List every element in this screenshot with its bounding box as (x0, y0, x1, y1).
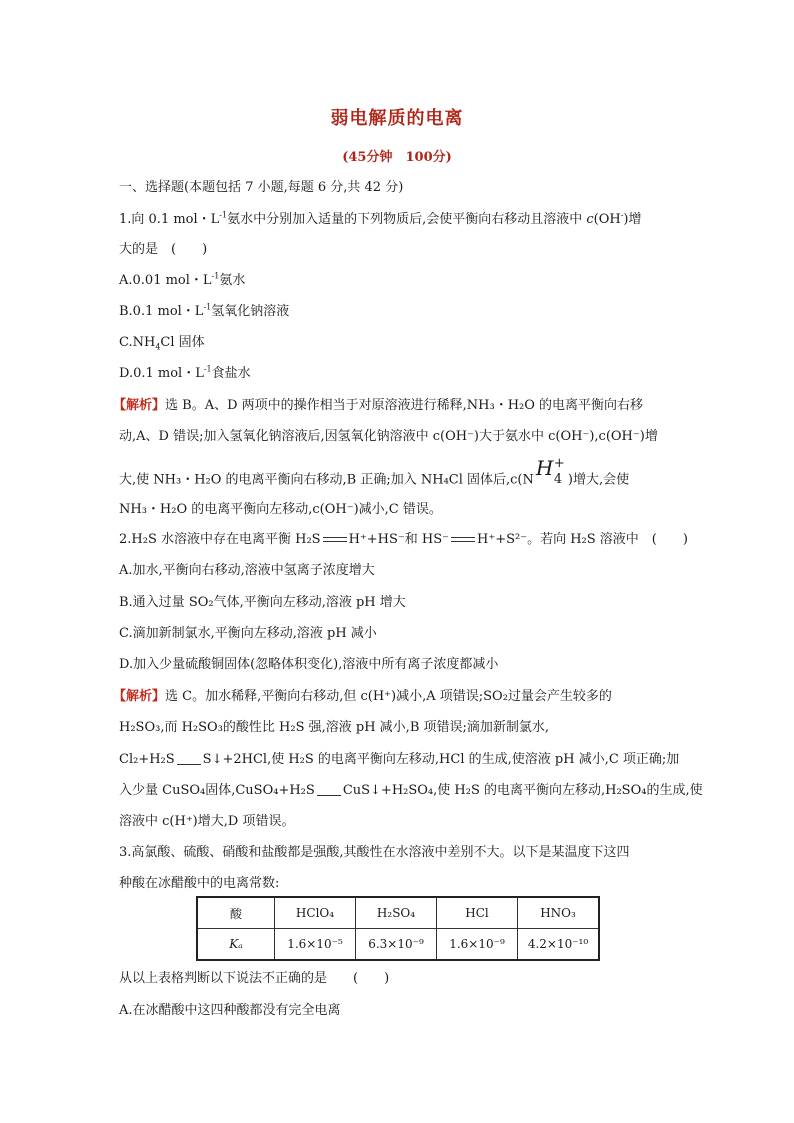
q1-stem-line1: 1.向 0.1 mol・$L^{-1}$氨水中分别加入适量的下列物质后,会使平衡向右移动且溶液中 c(OH-)增 (119, 210, 642, 227)
q2-option-a: A.加水,平衡向右移动,溶液中氢离子浓度增大 (119, 563, 375, 578)
q1-option-d: D.0.1 mol・$L^{-1}$食盐水 (119, 364, 251, 381)
table-cell: 6.3×10⁻⁹ (356, 929, 437, 961)
table-cell: Kₐ (197, 929, 275, 961)
table-header-row (197, 897, 599, 929)
analysis-tag: 【解析】 (113, 689, 166, 704)
q1-option-b: B.0.1 mol・$L^{-1}$氢氧化钠溶液 (119, 302, 290, 319)
q3-stem-line1: 3.高氯酸、硫酸、硝酸和盐酸都是强酸,其酸性在水溶液中差别不大。以下是某温度下这四 (119, 845, 630, 860)
table-cell: HNO₃ (518, 897, 600, 929)
q1-option-a: A.0.01 mol・$L^{-1}$氨水 (119, 271, 246, 288)
table-cell: HClO₄ (275, 897, 356, 929)
q1-stem-line2: 大的是 ( ) (119, 242, 208, 257)
q1-option-c: $C.NH_4Cl$ 固体 (119, 335, 205, 352)
equals-sign (317, 786, 341, 796)
reversible-arrow (323, 535, 347, 545)
q3-stem-line2: 种酸在冰醋酸中的电离常数: (119, 876, 280, 891)
table-cell: 酸 (197, 897, 275, 929)
table-cell: 1.6×10⁻⁵ (275, 929, 356, 961)
q2-option-b: B.通入过量 SO₂气体,平衡向左移动,溶液 pH 增大 (119, 595, 406, 610)
dissociation-constant-table (196, 896, 600, 961)
table-cell: HCl (437, 897, 518, 929)
q2-option-d: D.加入少量硫酸铜固体(忽略体积变化),溶液中所有离子浓度都减小 (119, 657, 499, 672)
q2-analysis-line4: 入少量 CuSO₄固体,CuSO₄+H₂S CuS↓+H₂SO₄,使 H₂S 的电离平衡向左移动,H₂SO₄的生成,使 (119, 783, 703, 798)
analysis-tag: 【解析】 (113, 398, 166, 413)
page-subtitle: (45分钟 100分) (342, 150, 452, 165)
q2-analysis-line2: H₂SO₃,而 H₂SO₃的酸性比 H₂S 强,溶液 pH 减小,B 项错误;滴加新制氯水, (119, 720, 550, 735)
q2-analysis-line3: Cl₂+H₂S S↓+2HCl,使 H₂S 的电离平衡向左移动,HCl 的生成,使溶液 pH 减小,C 项正确;加 (119, 752, 680, 767)
q1-analysis-line2: 动,A、D 错误;加入氢氧化钠溶液后,因氢氧化钠溶液中 c(OH⁻)大于氨水中 c(OH⁻),c(OH⁻)增 (119, 429, 658, 444)
reversible-arrow (451, 535, 475, 545)
table-cell: 1.6×10⁻⁹ (437, 929, 518, 961)
table-row (197, 929, 599, 961)
table-cell: H₂SO₄ (356, 897, 437, 929)
q3-question: 从以上表格判断以下说法不正确的是 ( ) (119, 971, 390, 986)
section-heading: 一、选择题(本题包括 7 小题,每题 6 分,共 42 分) (119, 180, 404, 195)
q2-analysis-line1: 【解析】选 C。加水稀释,平衡向右移动,但 c(H⁺)减小,A 项错误;SO₂过量会产生较多的 (113, 689, 612, 704)
q2-stem: 2.H₂S 水溶液中存在电离平衡 H₂S H⁺+HS⁻和 HS⁻ H⁺+S²⁻。若向 H₂S 溶液中 ( ) (119, 532, 688, 547)
page-title: 弱电解质的电离 (330, 108, 464, 129)
q2-option-c: C.滴加新制氯水,平衡向左移动,溶液 pH 减小 (119, 626, 377, 641)
table-cell: 4.2×10⁻¹⁰ (518, 929, 600, 961)
q1-analysis-line1: 【解析】选 B。A、D 两项中的操作相当于对原溶液进行稀释,NH₃・H₂O 的电离平衡向右移 (113, 398, 644, 413)
q1-analysis-line3: 大,使 NH₃・H₂O 的电离平衡向右移动,B 正确;加入 NH₄Cl 固体后,c(N H + 4 )增大,会使 (119, 470, 629, 491)
nh4-fraction: H + 4 (535, 456, 565, 487)
equals-sign (177, 755, 201, 765)
q3-option-a: A.在冰醋酸中这四种酸都没有完全电离 (119, 1003, 341, 1018)
q2-analysis-line5: 溶液中 c(H⁺)增大,D 项错误。 (119, 814, 295, 829)
q1-analysis-line4: NH₃・H₂O 的电离平衡向左移动,c(OH⁻)减小,C 错误。 (119, 502, 442, 517)
